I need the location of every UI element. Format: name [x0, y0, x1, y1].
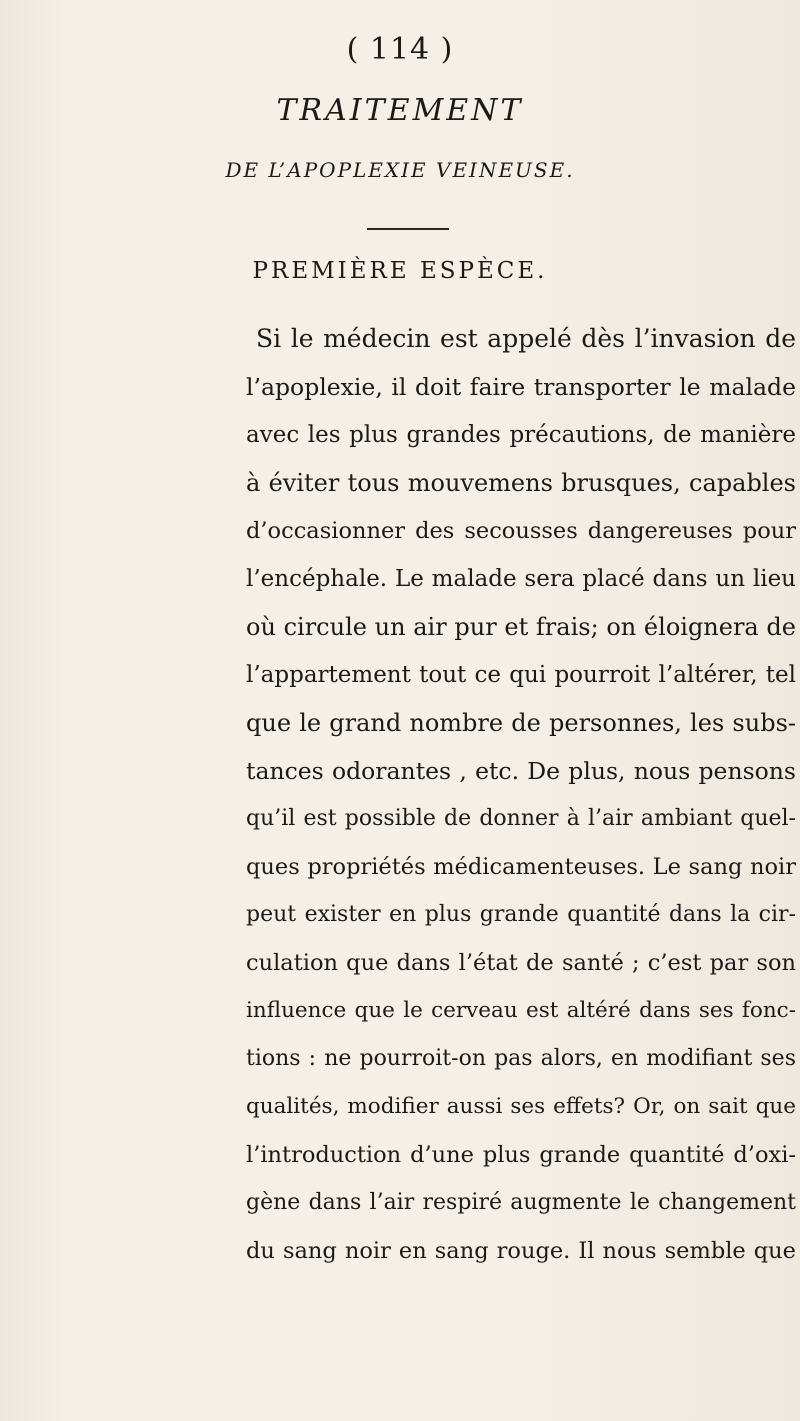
text-line: l’apoplexie, il doit faire transporter le malade [246, 373, 796, 401]
text-line: Si le médecin est appelé dès l’invasion de [256, 324, 796, 353]
text-line: tances odorantes , etc. De plus, nous pensons [246, 757, 796, 785]
text-line: peut exister en plus grande quantité dans la cir- [246, 902, 796, 927]
page-number: ( 114 ) [346, 32, 454, 67]
text-line: gène dans l’air respiré augmente le changement [246, 1190, 796, 1215]
text-line: tions : ne pourroit-on pas alors, en modifiant ses [246, 1046, 796, 1071]
section-heading: PREMIÈRE ESPÈCE. [252, 258, 548, 284]
text-line: l’appartement tout ce qui pourroit l’altérer, tel [246, 662, 796, 688]
text-line: à éviter tous mouvemens brusques, capables [246, 469, 796, 497]
text-line: influence que le cerveau est altéré dans ses fonc- [246, 998, 796, 1023]
text-line: ques propriétés médicamenteuses. Le sang noir [246, 854, 796, 880]
text-line: que le grand nombre de personnes, les subs- [246, 709, 796, 737]
text-line: qu’il est possible de donner à l’air ambiant quel- [246, 806, 796, 831]
text-line: l’introduction d’une plus grande quantité d’oxi- [246, 1142, 796, 1168]
chapter-subtitle: DE L’APOPLEXIE VEINEUSE. [225, 158, 575, 182]
text-line: du sang noir en sang rouge. Il nous semble que [246, 1238, 796, 1264]
text-line: qualités, modifier aussi ses effets? Or, on sait que [246, 1094, 796, 1119]
chapter-title: TRAITEMENT [276, 93, 524, 128]
text-line: où circule un air pur et frais; on éloignera de [246, 613, 796, 641]
text-line: l’encéphale. Le malade sera placé dans un lieu [246, 566, 796, 592]
text-line: culation que dans l’état de santé ; c’est par son [246, 950, 796, 976]
divider-rule [367, 228, 449, 230]
text-line: d’occasionner des secousses dangereuses pour [246, 518, 796, 544]
text-line: avec les plus grandes précautions, de manière [246, 422, 796, 448]
